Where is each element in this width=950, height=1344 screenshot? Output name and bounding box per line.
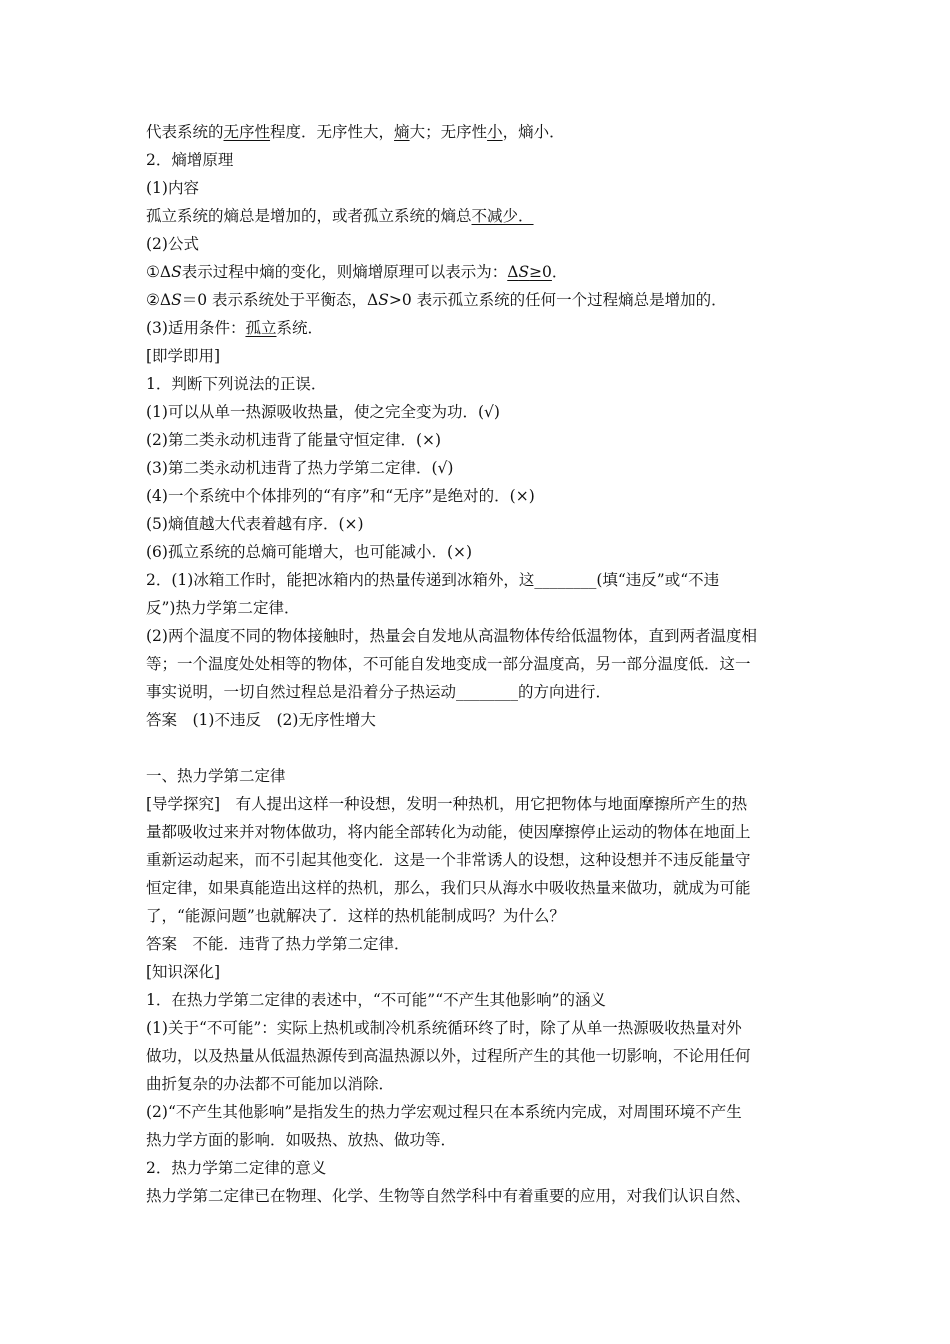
question-line: 等；一个温度处处相等的物体，不可能自发地变成一部分温度高，另一部分温度低．这一	[146, 655, 751, 673]
paragraph-line: 热力学方面的影响．如吸热、放热、做功等．	[146, 1131, 457, 1149]
answer-underline: 小	[487, 123, 503, 141]
paragraph-line: 热力学第二定律已在物理、化学、生物等自然学科中有着重要的应用，对我们认识自然、	[146, 1187, 751, 1205]
formula-line: ①ΔS表示过程中熵的变化，则熵增原理可以表示为：ΔS≥0．	[146, 263, 568, 281]
section-title: 一、热力学第二定律	[146, 767, 286, 785]
paragraph-line: 1．在热力学第二定律的表述中，“不可能”“不产生其他影响”的涵义	[146, 991, 607, 1009]
paragraph-line: 做功，以及热量从低温热源传到高温热源以外，过程所产生的其他一切影响，不论用任何	[146, 1047, 751, 1065]
list-item: (1)可以从单一热源吸收热量，使之完全变为功．(√)	[146, 403, 500, 421]
formula-line: ②ΔS＝0 表示系统处于平衡态，ΔS>0 表示孤立系统的任何一个过程熵总是增加的．	[146, 291, 727, 309]
paragraph-line: 了，“能源问题”也就解决了．这样的热机能制成吗？为什么？	[146, 907, 565, 925]
paragraph-line: 重新运动起来，而不引起其他变化．这是一个非常诱人的设想，这种设想并不违反能量守	[146, 851, 751, 869]
question-line: 反”)热力学第二定律．	[146, 599, 300, 617]
list-item: (3)第二类永动机违背了热力学第二定律．(√)	[146, 459, 454, 477]
paragraph-line: 量都吸收过来并对物体做功，将内能全部转化为动能，使因摩擦停止运动的物体在地面上	[146, 823, 751, 841]
content-line: 孤立系统的熵总是增加的，或者孤立系统的熵总不减少．	[146, 207, 534, 225]
question-line: 1．判断下列说法的正误．	[146, 375, 327, 393]
list-item: (2)第二类永动机违背了能量守恒定律．(×)	[146, 431, 442, 449]
paragraph-line: 2．热力学第二定律的意义	[146, 1159, 327, 1177]
answer-line: 答案 (1)不违反 (2)无序性增大	[146, 711, 376, 729]
list-item: (4)一个系统中个体排列的“有序”和“无序”是绝对的．(×)	[146, 487, 535, 505]
paragraph-line: (2)“不产生其他影响”是指发生的热力学宏观过程只在本系统内完成，对周围环境不产生	[146, 1103, 742, 1121]
question-line: 事实说明，一切自然过程总是沿着分子热运动________的方向进行．	[146, 683, 612, 701]
answer-underline: 不减少．	[471, 207, 534, 225]
list-item: (6)孤立系统的总熵可能增大，也可能减小．(×)	[146, 543, 473, 561]
disorder-entropy-line: 代表系统的无序性程度．无序性大，熵大；无序性小，熵小．	[146, 123, 565, 141]
content-line: (3)适用条件：孤立系统．	[146, 319, 323, 337]
section-heading: [知识深化]	[146, 963, 221, 981]
answer-line: 答案 不能．违背了热力学第二定律．	[146, 935, 410, 953]
paragraph-line: 曲折复杂的办法都不可能加以消除．	[146, 1075, 395, 1093]
paragraph-line: [导学探究] 有人提出这样一种设想，发明一种热机，用它把物体与地面摩擦所产生的热	[146, 795, 748, 813]
question-line: 2．(1)冰箱工作时，能把冰箱内的热量传递到冰箱外，这________(填“违反”或“不违	[146, 571, 720, 589]
subsection-heading: (1)内容	[146, 179, 199, 197]
subsection-heading: (2)公式	[146, 235, 199, 253]
answer-underline: ΔS≥0	[507, 263, 552, 281]
answer-underline: 熵	[394, 123, 410, 141]
question-line: (2)两个温度不同的物体接触时，热量会自发地从高温物体传给低温物体，直到两者温度相	[146, 627, 757, 645]
list-item: (5)熵值越大代表着越有序．(×)	[146, 515, 364, 533]
section-heading: 2．熵增原理	[146, 151, 234, 169]
answer-underline: 无序性	[223, 123, 271, 141]
answer-underline: 孤立	[245, 319, 277, 337]
paragraph-line: (1)关于“不可能”：实际上热机或制冷机系统循环终了时，除了从单一热源吸收热量对外	[146, 1019, 742, 1037]
section-heading: [即学即用]	[146, 347, 221, 365]
paragraph-line: 恒定律，如果真能造出这样的热机，那么，我们只从海水中吸收热量来做功，就成为可能	[146, 879, 751, 897]
